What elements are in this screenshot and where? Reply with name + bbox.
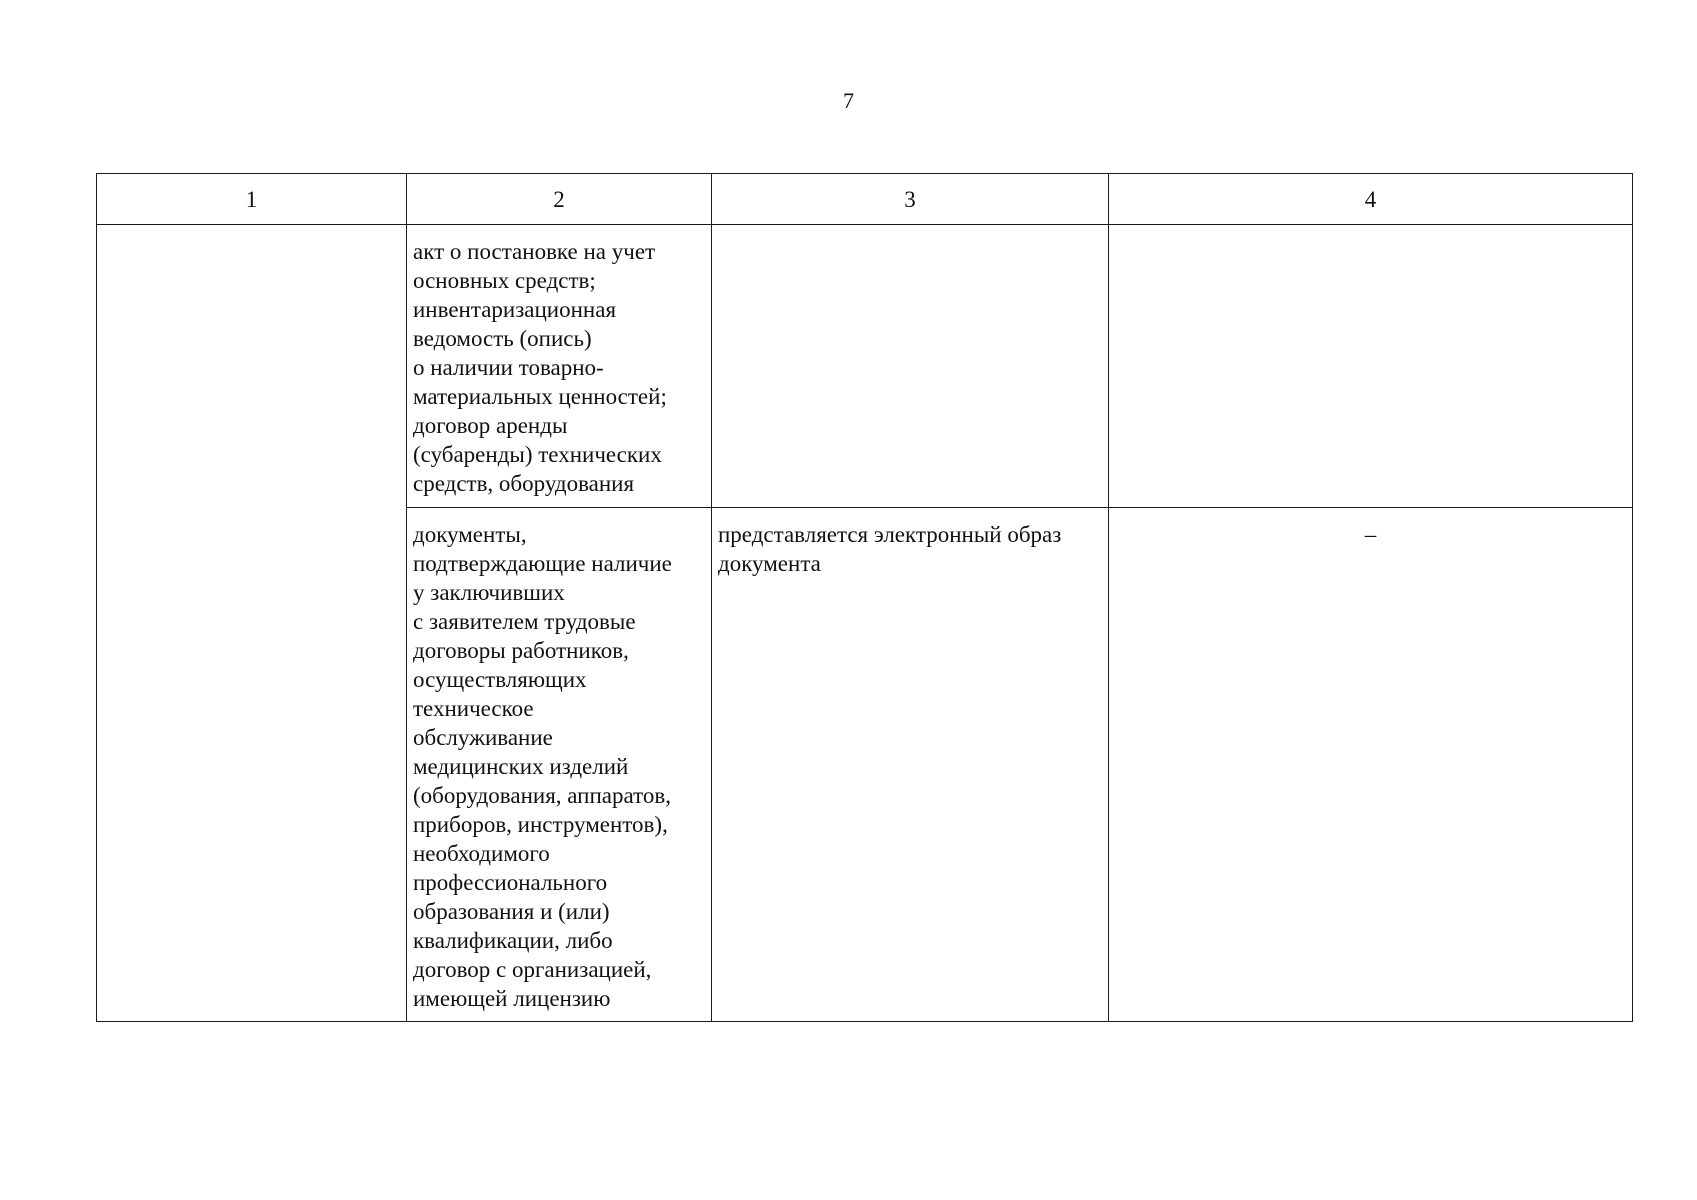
row-cell-col1 — [97, 225, 407, 1022]
cell-text — [97, 225, 406, 245]
table-header-row — [97, 174, 1633, 225]
document-table — [96, 173, 1633, 1022]
cell-text: документы, подтверждающие наличие у заключивших с заявителем трудовые договоры работников, осуществляющих техническое обслуживание медицинских изделий (оборудования, аппаратов, приборов, инструментов), необходимого профессионального образования и (или) квалификации, либо договор с организацией, имеющей лицензию — [413, 522, 672, 1011]
cell-text — [712, 225, 1108, 245]
row-cell-col4 — [1109, 225, 1633, 508]
column-header-3: 3 — [712, 174, 1109, 225]
cell-text: акт о постановке на учет основных средств; инвентаризационная ведомость (опись) о наличии товарно- материальных ценностей; договор аренды (субаренды) технических средств, оборудования — [413, 239, 667, 496]
cell-text: представляется электронный образ документа — [718, 522, 1062, 576]
column-header-4: 4 — [1109, 174, 1633, 225]
row-cell-col3 — [712, 508, 1109, 1022]
row-cell-col4 — [1109, 508, 1633, 1022]
column-header-2: 2 — [407, 174, 712, 225]
page-number: 7 — [843, 88, 854, 113]
cell-text — [1109, 225, 1632, 245]
column-header-1: 1 — [97, 174, 407, 225]
cell-text: – — [1364, 522, 1377, 547]
row-cell-col3 — [712, 225, 1109, 508]
row-cell-col2 — [407, 225, 712, 508]
row-cell-col2 — [407, 508, 712, 1022]
table-row — [97, 225, 1633, 508]
